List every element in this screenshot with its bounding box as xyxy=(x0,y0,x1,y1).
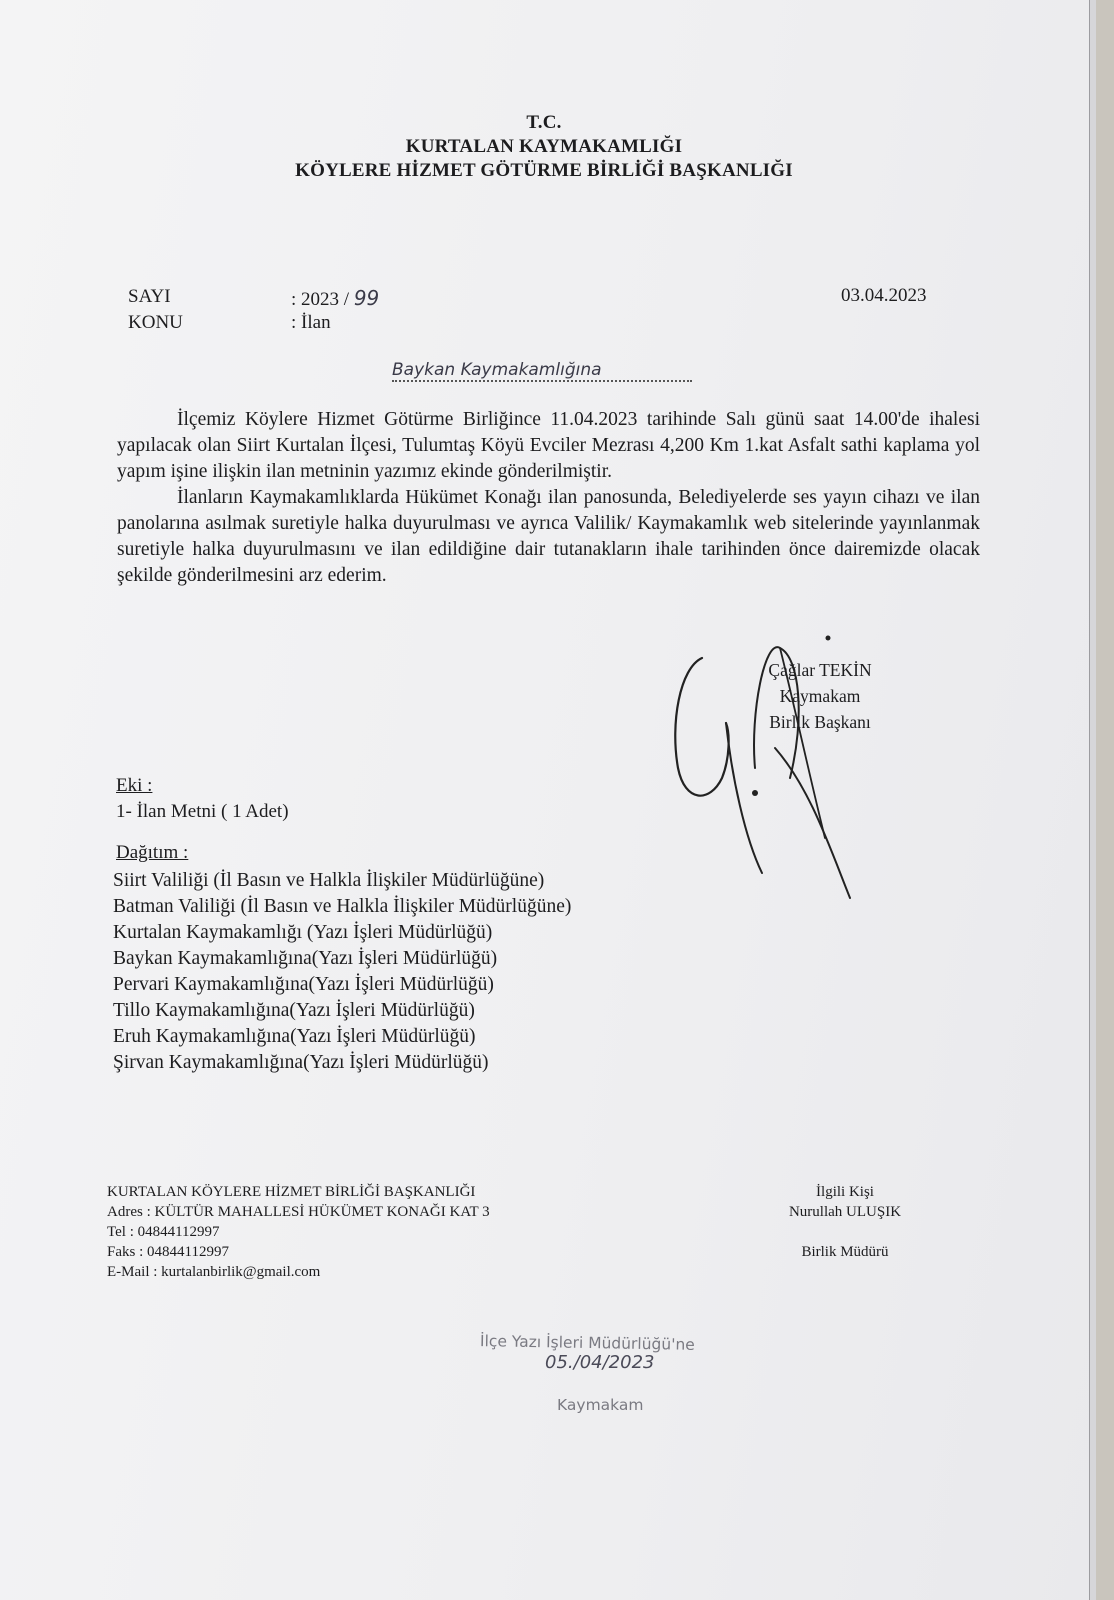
attachments-label: Eki : xyxy=(116,775,153,796)
signatory-title: Kaymakam xyxy=(779,686,861,706)
distribution-item: Baykan Kaymakamlığına(Yazı İşleri Müdürlüğü) xyxy=(113,948,498,969)
body-paragraph-1: İlçemiz Köylere Hizmet Götürme Birliğince 11.04.2023 tarihinde Salı günü saat 14.00'de ihalesi yapılacak olan Siirt Kurtalan İlçesi, Tulumtaş Köyü Evciler Mezrası 4,200 Km 1.kat Asfalt sathi kaplama yol yapım işine ilişkin ilan metninin yazımız ekinde gönderilmiştir. xyxy=(117,409,980,482)
distribution-item: Siirt Valiliği (İl Basın ve Halkla İlişkiler Müdürlüğüne) xyxy=(113,870,545,891)
footer-fax: Faks : 04844112997 xyxy=(107,1244,229,1260)
attachment-item: 1- İlan Metni ( 1 Adet) xyxy=(116,801,289,822)
stamp-kaymakam: Kaymakam xyxy=(557,1396,644,1414)
header-tc: T.C. xyxy=(526,112,562,133)
footer-tel: Tel : 04844112997 xyxy=(107,1224,220,1240)
signatory-name: Çağlar TEKİN xyxy=(768,660,872,680)
distribution-list xyxy=(113,868,571,1076)
header-kaymakamlik: KURTALAN KAYMAKAMLIĞI xyxy=(405,136,683,157)
contact-person xyxy=(760,1182,930,1262)
header-birlik: KÖYLERE HİZMET GÖTÜRME BİRLİĞİ BAŞKANLIĞI xyxy=(295,160,793,181)
distribution-label: Dağıtım : xyxy=(116,842,189,863)
footer-org: KURTALAN KÖYLERE HİZMET BİRLİĞİ BAŞKANLIĞI xyxy=(107,1184,476,1200)
body-text xyxy=(117,407,980,589)
distribution-item: Pervari Kaymakamlığına(Yazı İşleri Müdürlüğü) xyxy=(113,974,494,995)
sayi-label: SAYI xyxy=(128,286,171,307)
footer-email: E-Mail : kurtalanbirlik@gmail.com xyxy=(107,1264,321,1280)
sayi-value xyxy=(291,286,379,311)
sayi-handwritten: 99 xyxy=(353,286,380,310)
distribution-item: Kurtalan Kaymakamlığı (Yazı İşleri Müdürlüğü) xyxy=(113,922,493,943)
addressee-handwritten: Baykan Kaymakamlığına xyxy=(392,360,692,382)
body-paragraph-2: İlanların Kaymakamlıklarda Hükümet Konağı ilan panosunda, Belediyelerde ses yayın cihazı ve ilan panolarına asılmak suretiyle halka duyurulması ve ayrıca Valilik/ Kaymakamlık web sitelerinde yayınlanmak suretiyle halka duyurulmasını ve ilan edildiğine dair tutanakların ihale tarihinden önce dairemizde olacak şekilde gönderilmesini arz ederim. xyxy=(117,487,980,586)
contact-label: İlgili Kişi xyxy=(816,1184,874,1200)
stamp-office: İlçe Yazı İşleri Müdürlüğü'ne xyxy=(479,1332,695,1354)
konu-value: : İlan xyxy=(291,312,331,333)
stamp-date-handwritten: 05./04/2023 xyxy=(545,1352,655,1373)
footer-contact-block xyxy=(107,1182,490,1282)
distribution-item: Eruh Kaymakamlığına(Yazı İşleri Müdürlüğü) xyxy=(113,1026,476,1047)
footer-address: Adres : KÜLTÜR MAHALLESİ HÜKÜMET KONAĞI KAT 3 xyxy=(107,1204,490,1220)
contact-name: Nurullah ULUŞIK xyxy=(788,1204,902,1220)
page-stack-edge xyxy=(1096,0,1114,1600)
document-date: 03.04.2023 xyxy=(841,285,927,306)
distribution-item: Tillo Kaymakamlığına(Yazı İşleri Müdürlüğü) xyxy=(113,1000,475,1021)
distribution-item: Batman Valiliği (İl Basın ve Halkla İlişkiler Müdürlüğüne) xyxy=(113,896,572,917)
signatory-role: Birlik Başkanı xyxy=(769,712,871,732)
sayi-number: : 2023 / xyxy=(291,289,350,310)
distribution-item: Şirvan Kaymakamlığına(Yazı İşleri Müdürlüğü) xyxy=(113,1052,489,1073)
konu-label: KONU xyxy=(128,312,183,333)
contact-title: Birlik Müdürü xyxy=(801,1244,889,1260)
